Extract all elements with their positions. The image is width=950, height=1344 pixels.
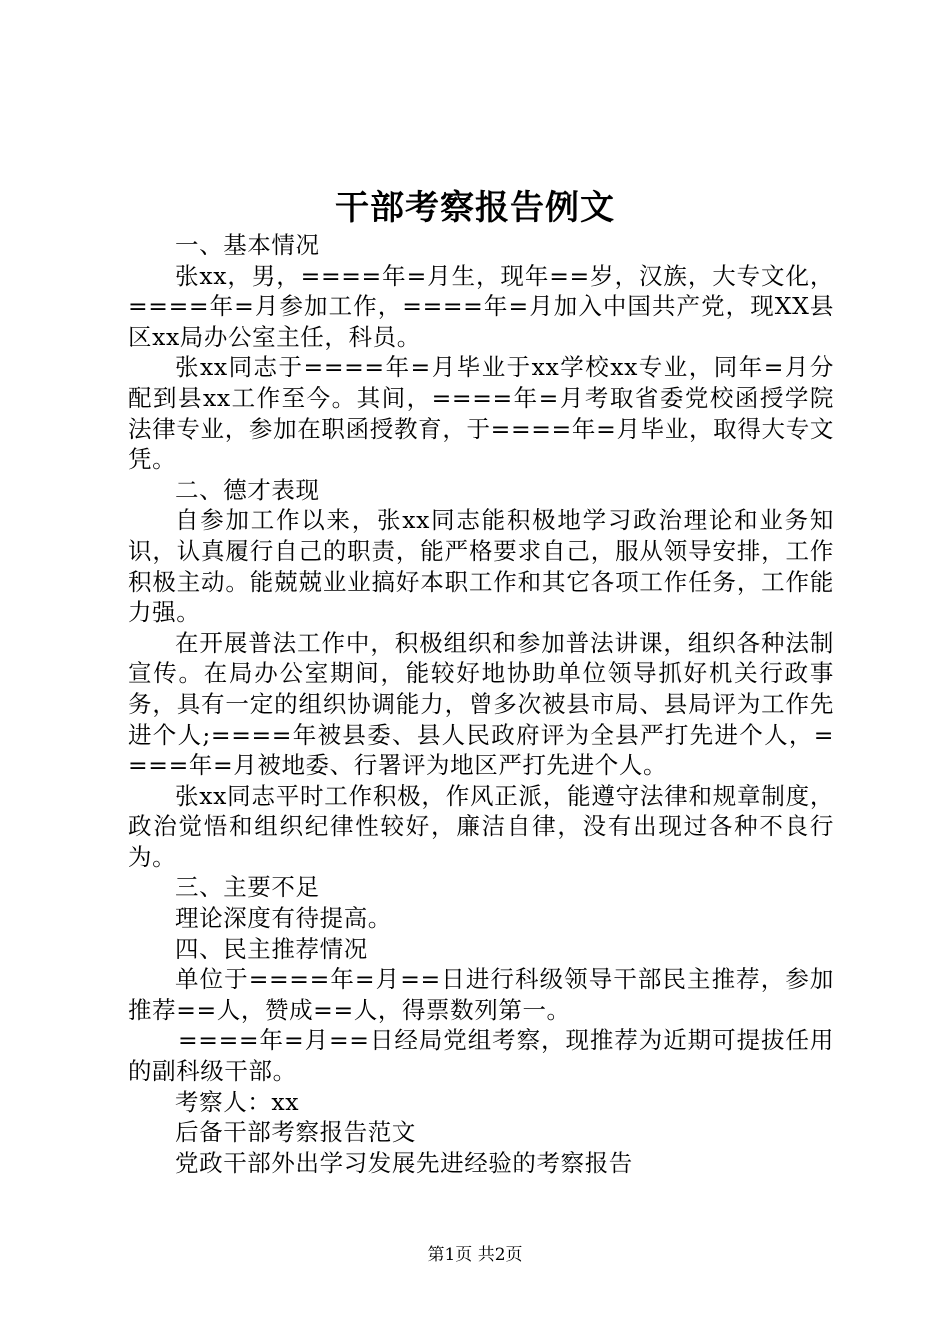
paragraph-legal-work: 在开展普法工作中，积极组织和参加普法讲课，组织各种法制宣传。在局办公室期间，能较好地协助单位领导抓好机关行政事务，具有一定的组织协调能力，曾多次被县市局、县局评为工作先进个人;====年被县委、县人民政府评为全县严打先进个人，====年=月被地委、行署评为地区严打先进个人。	[128, 628, 834, 780]
section-heading-shortcomings: 三、主要不足	[175, 873, 320, 902]
paragraph-education: 张xx同志于====年=月毕业于xx学校xx专业，同年=月分配到县xx工作至今。其间，====年=月考取省委党校函授学院法律专业，参加在职函授教育，于====年=月毕业，取得大专文凭。	[128, 353, 834, 474]
page-footer: 第1页 共2页	[427, 1245, 523, 1265]
section-heading-performance: 二、德才表现	[175, 475, 320, 504]
document-title: 干部考察报告例文	[335, 188, 615, 228]
related-article-title-1: 后备干部考察报告范文	[175, 1118, 416, 1147]
paragraph-recommendation-result: ====年=月==日经局党组考察，现推荐为近期可提拔任用的副科级干部。	[128, 1026, 834, 1086]
paragraph-conduct: 张xx同志平时工作积极，作风正派，能遵守法律和规章制度，政治觉悟和组织纪律性较好，廉洁自律，没有出现过各种不良行为。	[128, 781, 834, 871]
section-heading-basic-info: 一、基本情况	[175, 231, 320, 259]
paragraph-work-attitude: 自参加工作以来，张xx同志能积极地学习政治理论和业务知识，认真履行自己的职责，能严格要求自己，服从领导安排，工作积极主动。能兢兢业业搞好本职工作和其它各项工作任务，工作能力强。	[128, 506, 834, 627]
paragraph-personal-info: 张xx，男，====年=月生，现年==岁，汉族，大专文化，====年=月参加工作，====年=月加入中国共产党，现XX县区xx局办公室主任，科员。	[128, 261, 834, 351]
related-article-title-2: 党政干部外出学习发展先进经验的考察报告	[175, 1148, 633, 1177]
paragraph-shortcomings: 理论深度有待提高。	[175, 904, 392, 933]
inspector-line: 考察人：xx	[175, 1087, 300, 1116]
document-body	[128, 230, 834, 1178]
section-heading-recommendation: 四、民主推荐情况	[175, 934, 368, 963]
paragraph-recommendation-vote: 单位于====年=月==日进行科级领导干部民主推荐，参加推荐==人，赞成==人，得票数列第一。	[128, 965, 834, 1024]
